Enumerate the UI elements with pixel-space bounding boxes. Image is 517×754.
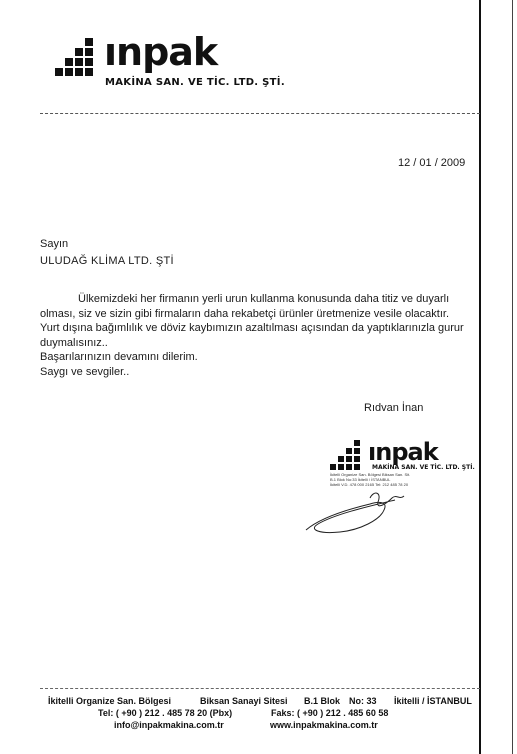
- footer-tel: Tel: ( +90 ) 212 . 485 78 20 (Pbx): [98, 708, 233, 718]
- brand-name: ınpak: [104, 30, 218, 74]
- body-line: Yurt dışına bağımlılık ve döviz kaybımızın azaltılması açısından da yaptıklarınızla gurur: [40, 322, 464, 334]
- company-name: MAKİNA SAN. VE TİC. LTD. ŞTİ.: [105, 77, 285, 88]
- body-line: duymalısınız..: [40, 336, 108, 349]
- signer-name: Rıdvan İnan: [364, 402, 424, 414]
- letter-body: [40, 292, 490, 379]
- body-line: olması, siz ve sizin gibi firmaların daha rekabetçi ürünler üretmenize vesile olacaktır.: [40, 307, 450, 320]
- signature-icon: [300, 480, 420, 538]
- inpak-logo-icon: [55, 38, 101, 82]
- footer-fax: Faks: ( +90 ) 212 . 485 60 58: [271, 708, 389, 718]
- letter-date: 12 / 01 / 2009: [398, 157, 466, 169]
- footer: [48, 696, 488, 732]
- footer-web: www.inpakmakina.com.tr: [270, 720, 378, 730]
- stamp-line: B.1 Blok No:33 İkitelli / İSTANBUL: [330, 477, 391, 482]
- footer-address-1: İkitelli Organize San. Bölgesi: [48, 696, 172, 706]
- salutation: Sayın: [40, 238, 69, 250]
- footer-address-3: B.1 Blok: [304, 696, 341, 706]
- stamp-company: MAKİNA SAN. VE TİC. LTD. ŞTİ.: [372, 464, 475, 471]
- footer-address-5: İkitelli / İSTANBUL: [394, 696, 472, 706]
- footer-email: info@inpakmakina.com.tr: [114, 720, 224, 730]
- scan-edge-line-outer: [512, 0, 513, 754]
- stamp-line: İkitelli V.D. 478 000 2165 Tel: 212 485 78 20: [330, 482, 409, 487]
- stamp-line: İkitelli Organize San. Bölgesi Biksan San. Sit.: [330, 472, 411, 477]
- body-line: Ülkemizdeki her firmanın yerli urun kullanma konusunda daha titiz ve duyarlı: [78, 293, 450, 305]
- body-line: Başarılarınızın devamını dilerim.: [40, 351, 198, 363]
- company-stamp: [300, 438, 475, 538]
- stamp-logo-icon: [330, 440, 366, 472]
- footer-address-2: Biksan Sanayi Sitesi: [200, 696, 288, 706]
- header-divider: [40, 113, 480, 114]
- footer-address-4: No: 33: [349, 696, 377, 706]
- body-line: Saygı ve sevgiler..: [40, 365, 130, 378]
- recipient: ULUDAĞ KLİMA LTD. ŞTİ: [40, 255, 174, 267]
- footer-divider: [40, 688, 480, 689]
- stamp-brand: ınpak: [368, 438, 438, 466]
